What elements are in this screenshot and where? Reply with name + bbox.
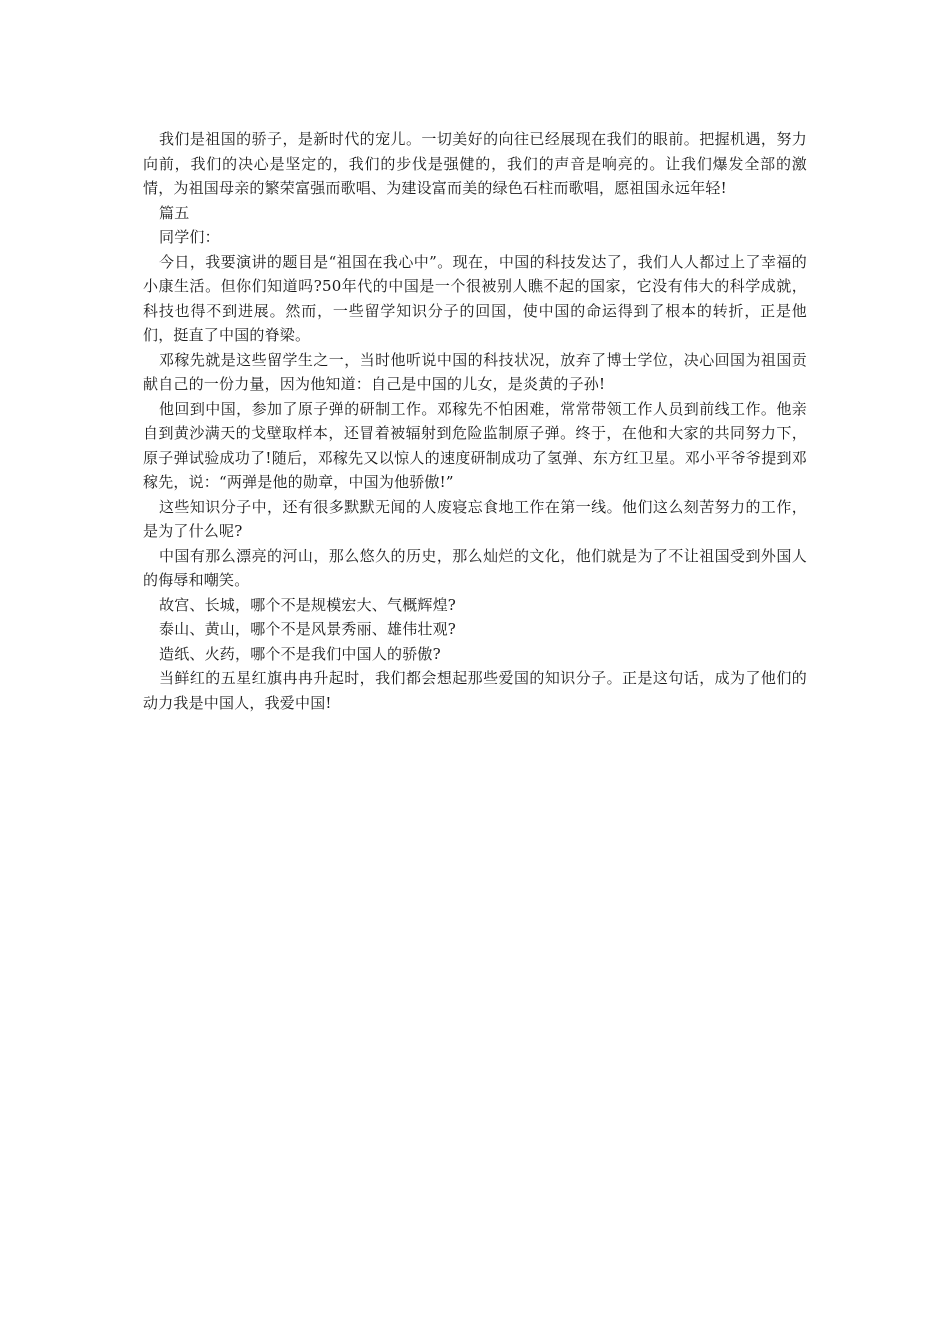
document-body [143,127,807,715]
paragraph-motherland: 中国有那么漂亮的河山，那么悠久的历史，那么灿烂的文化，他们就是为了不让祖国受到外国人的侮辱和嘲笑。 [143,546,807,589]
paragraph-inventions: 造纸、火药，哪个不是我们中国人的骄傲? [159,644,441,663]
section-heading: 篇五 [159,203,190,222]
paragraph-intro: 今日，我要演讲的题目是“祖国在我心中”。现在，中国的科技发达了，我们人人都过上了幸福的小康生活。但你们知道吗?50年代的中国是一个很被别人瞧不起的国家，它没有伟大的科学成就，科技也得不到进展。然而，一些留学知识分子的回国，使中国的命运得到了根本的转折，正是他们，挺直了中国的脊梁。 [143,252,807,344]
paragraph-closing-previous: 我们是祖国的骄子，是新时代的宠儿。一切美好的向往已经展现在我们的眼前。把握机遇，努力向前，我们的决心是坚定的，我们的步伐是强健的，我们的声音是响亮的。让我们爆发全部的激情，为祖国母亲的繁荣富强而歌唱、为建设富而美的绿色石柱而歌唱，愿祖国永远年轻! [143,130,807,197]
paragraph-deng-jiaxian: 邓稼先就是这些留学生之一，当时他听说中国的科技状况，放弃了博士学位，决心回国为祖国贡献自己的一份力量，因为他知道：自己是中国的儿女，是炎黄的子孙! [143,350,807,393]
salutation: 同学们： [159,228,220,246]
paragraph-atomic-bomb: 他回到中国，参加了原子弹的研制工作。邓稼先不怕困难，常常带领工作人员到前线工作。他亲自到黄沙满天的戈壁取样本，还冒着被辐射到危险监制原子弹。终于，在他和大家的共同努力下，原子弹试验成功了!随后，邓稼先又以惊人的速度研制成功了氢弹、东方红卫星。邓小平爷爷提到邓稼先，说：“两弹是他的勋章，中国为他骄傲!” [143,399,807,491]
paragraph-unknown-heroes: 这些知识分子中，还有很多默默无闻的人废寝忘食地工作在第一线。他们这么刻苦努力的工作，是为了什么呢? [143,497,807,540]
paragraph-mountains: 泰山、黄山，哪个不是风景秀丽、雄伟壮观? [159,620,457,638]
paragraph-conclusion: 当鲜红的五星红旗冉冉升起时，我们都会想起那些爱国的知识分子。正是这句话，成为了他们的动力我是中国人，我爱中国! [143,669,807,712]
paragraph-palace-wall: 故宫、长城，哪个不是规模宏大、气概辉煌? [159,595,457,614]
